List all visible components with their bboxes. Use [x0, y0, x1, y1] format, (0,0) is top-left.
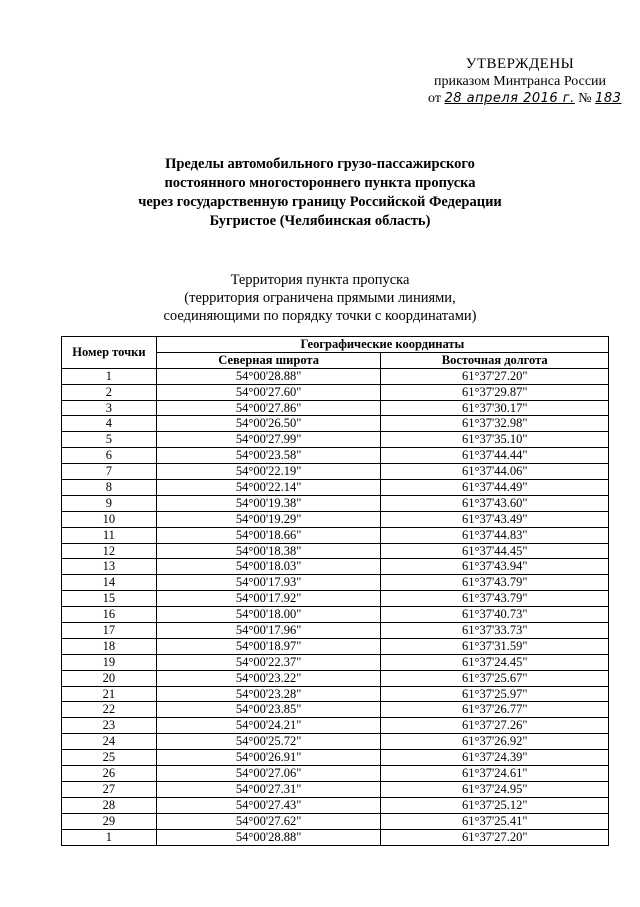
point-number-cell: 25 — [62, 750, 157, 766]
table-row — [62, 543, 609, 559]
table-row — [62, 527, 609, 543]
table-row — [62, 432, 609, 448]
point-number-cell: 28 — [62, 797, 157, 813]
point-number-cell: 1 — [62, 368, 157, 384]
latitude-cell: 54°00'25.72" — [156, 734, 381, 750]
longitude-cell: 61°37'35.10" — [381, 432, 609, 448]
longitude-cell: 61°37'25.97" — [381, 686, 609, 702]
approval-date-line — [420, 91, 620, 107]
latitude-cell: 54°00'18.00" — [156, 607, 381, 623]
longitude-cell: 61°37'27.20" — [381, 829, 609, 845]
table-row — [62, 702, 609, 718]
point-number-cell: 17 — [62, 623, 157, 639]
latitude-cell: 54°00'27.86" — [156, 400, 381, 416]
latitude-cell: 54°00'24.21" — [156, 718, 381, 734]
title-line-3: через государственную границу Российской Федерации — [138, 194, 502, 210]
longitude-cell: 61°37'24.61" — [381, 766, 609, 782]
longitude-cell: 61°37'44.45" — [381, 543, 609, 559]
approval-number: 183 — [595, 91, 622, 106]
point-number-cell: 5 — [62, 432, 157, 448]
longitude-cell: 61°37'24.95" — [381, 781, 609, 797]
table-row — [62, 670, 609, 686]
table-row — [62, 654, 609, 670]
point-number-cell: 15 — [62, 591, 157, 607]
longitude-cell: 61°37'25.12" — [381, 797, 609, 813]
point-number-cell: 14 — [62, 575, 157, 591]
longitude-cell: 61°37'29.87" — [381, 384, 609, 400]
latitude-cell: 54°00'23.85" — [156, 702, 381, 718]
point-number-cell: 22 — [62, 702, 157, 718]
latitude-cell: 54°00'27.60" — [156, 384, 381, 400]
latitude-cell: 54°00'27.62" — [156, 813, 381, 829]
title-line-4: Бугристое (Челябинская область) — [209, 213, 431, 229]
table-row — [62, 480, 609, 496]
latitude-cell: 54°00'18.38" — [156, 543, 381, 559]
header-geo-coordinates: Географические координаты — [156, 337, 608, 353]
point-number-cell: 27 — [62, 781, 157, 797]
latitude-cell: 54°00'27.43" — [156, 797, 381, 813]
longitude-cell: 61°37'44.06" — [381, 464, 609, 480]
point-number-cell: 2 — [62, 384, 157, 400]
latitude-cell: 54°00'27.99" — [156, 432, 381, 448]
approval-order-line: приказом Минтранса России — [433, 74, 607, 89]
longitude-cell: 61°37'44.83" — [381, 527, 609, 543]
header-point-number: Номер точки — [62, 337, 157, 369]
latitude-cell: 54°00'17.92" — [156, 591, 381, 607]
table-row — [62, 591, 609, 607]
latitude-cell: 54°00'18.66" — [156, 527, 381, 543]
longitude-cell: 61°37'43.94" — [381, 559, 609, 575]
latitude-cell: 54°00'19.29" — [156, 511, 381, 527]
document-title — [80, 155, 560, 231]
approval-date: 28 апреля 2016 г. — [444, 91, 575, 106]
longitude-cell: 61°37'30.17" — [381, 400, 609, 416]
table-row — [62, 797, 609, 813]
point-number-cell: 19 — [62, 654, 157, 670]
subtitle-line-1: Территория пункта пропуска — [230, 272, 410, 288]
point-number-cell: 21 — [62, 686, 157, 702]
longitude-cell: 61°37'40.73" — [381, 607, 609, 623]
subtitle-line-3: соединяющими по порядку точки с координатами) — [163, 308, 477, 324]
longitude-cell: 61°37'26.92" — [381, 734, 609, 750]
point-number-cell: 6 — [62, 448, 157, 464]
subtitle-line-2: (территория ограничена прямыми линиями, — [184, 290, 456, 306]
latitude-cell: 54°00'18.97" — [156, 638, 381, 654]
longitude-cell: 61°37'24.39" — [381, 750, 609, 766]
latitude-cell: 54°00'22.37" — [156, 654, 381, 670]
longitude-cell: 61°37'32.98" — [381, 416, 609, 432]
latitude-cell: 54°00'17.96" — [156, 623, 381, 639]
point-number-cell: 12 — [62, 543, 157, 559]
latitude-cell: 54°00'19.38" — [156, 495, 381, 511]
table-row — [62, 781, 609, 797]
document-subtitle — [80, 271, 560, 325]
coordinates-rows — [62, 368, 609, 845]
latitude-cell: 54°00'17.93" — [156, 575, 381, 591]
title-line-2: постоянного многостороннего пункта пропуска — [164, 175, 476, 191]
latitude-cell: 54°00'26.50" — [156, 416, 381, 432]
latitude-cell: 54°00'27.06" — [156, 766, 381, 782]
point-number-cell: 23 — [62, 718, 157, 734]
table-row — [62, 638, 609, 654]
table-row — [62, 829, 609, 845]
latitude-cell: 54°00'23.58" — [156, 448, 381, 464]
longitude-cell: 61°37'24.45" — [381, 654, 609, 670]
header-longitude: Восточная долгота — [381, 352, 609, 368]
table-row — [62, 813, 609, 829]
longitude-cell: 61°37'43.79" — [381, 575, 609, 591]
point-number-cell: 3 — [62, 400, 157, 416]
table-row — [62, 766, 609, 782]
table-row — [62, 734, 609, 750]
table-row — [62, 623, 609, 639]
point-number-cell: 18 — [62, 638, 157, 654]
longitude-cell: 61°37'33.73" — [381, 623, 609, 639]
point-number-cell: 13 — [62, 559, 157, 575]
point-number-cell: 4 — [62, 416, 157, 432]
table-row — [62, 400, 609, 416]
latitude-cell: 54°00'18.03" — [156, 559, 381, 575]
longitude-cell: 61°37'43.49" — [381, 511, 609, 527]
longitude-cell: 61°37'43.79" — [381, 591, 609, 607]
coordinates-table — [61, 336, 609, 846]
longitude-cell: 61°37'44.44" — [381, 448, 609, 464]
table-row — [62, 448, 609, 464]
approval-from-label: от — [428, 91, 441, 106]
longitude-cell: 61°37'31.59" — [381, 638, 609, 654]
point-number-cell: 29 — [62, 813, 157, 829]
latitude-cell: 54°00'23.28" — [156, 686, 381, 702]
longitude-cell: 61°37'25.41" — [381, 813, 609, 829]
point-number-cell: 7 — [62, 464, 157, 480]
point-number-cell: 1 — [62, 829, 157, 845]
approval-heading: УТВЕРЖДЕНЫ — [465, 56, 575, 72]
longitude-cell: 61°37'43.60" — [381, 495, 609, 511]
table-row — [62, 495, 609, 511]
longitude-cell: 61°37'27.26" — [381, 718, 609, 734]
table-row — [62, 511, 609, 527]
point-number-cell: 9 — [62, 495, 157, 511]
table-row — [62, 575, 609, 591]
table-row — [62, 416, 609, 432]
latitude-cell: 54°00'26.91" — [156, 750, 381, 766]
latitude-cell: 54°00'28.88" — [156, 829, 381, 845]
point-number-cell: 20 — [62, 670, 157, 686]
point-number-cell: 24 — [62, 734, 157, 750]
point-number-cell: 10 — [62, 511, 157, 527]
table-row — [62, 464, 609, 480]
table-row — [62, 718, 609, 734]
longitude-cell: 61°37'26.77" — [381, 702, 609, 718]
point-number-cell: 8 — [62, 480, 157, 496]
longitude-cell: 61°37'27.20" — [381, 368, 609, 384]
header-latitude: Северная широта — [156, 352, 381, 368]
table-row — [62, 607, 609, 623]
table-row — [62, 368, 609, 384]
title-line-1: Пределы автомобильного грузо-пассажирского — [165, 156, 475, 172]
latitude-cell: 54°00'28.88" — [156, 368, 381, 384]
latitude-cell: 54°00'22.14" — [156, 480, 381, 496]
approval-block — [420, 56, 620, 107]
latitude-cell: 54°00'27.31" — [156, 781, 381, 797]
point-number-cell: 26 — [62, 766, 157, 782]
table-row — [62, 559, 609, 575]
approval-number-sign: № — [578, 91, 592, 106]
table-row — [62, 384, 609, 400]
latitude-cell: 54°00'23.22" — [156, 670, 381, 686]
table-row — [62, 750, 609, 766]
longitude-cell: 61°37'44.49" — [381, 480, 609, 496]
table-row — [62, 686, 609, 702]
point-number-cell: 11 — [62, 527, 157, 543]
longitude-cell: 61°37'25.67" — [381, 670, 609, 686]
latitude-cell: 54°00'22.19" — [156, 464, 381, 480]
point-number-cell: 16 — [62, 607, 157, 623]
